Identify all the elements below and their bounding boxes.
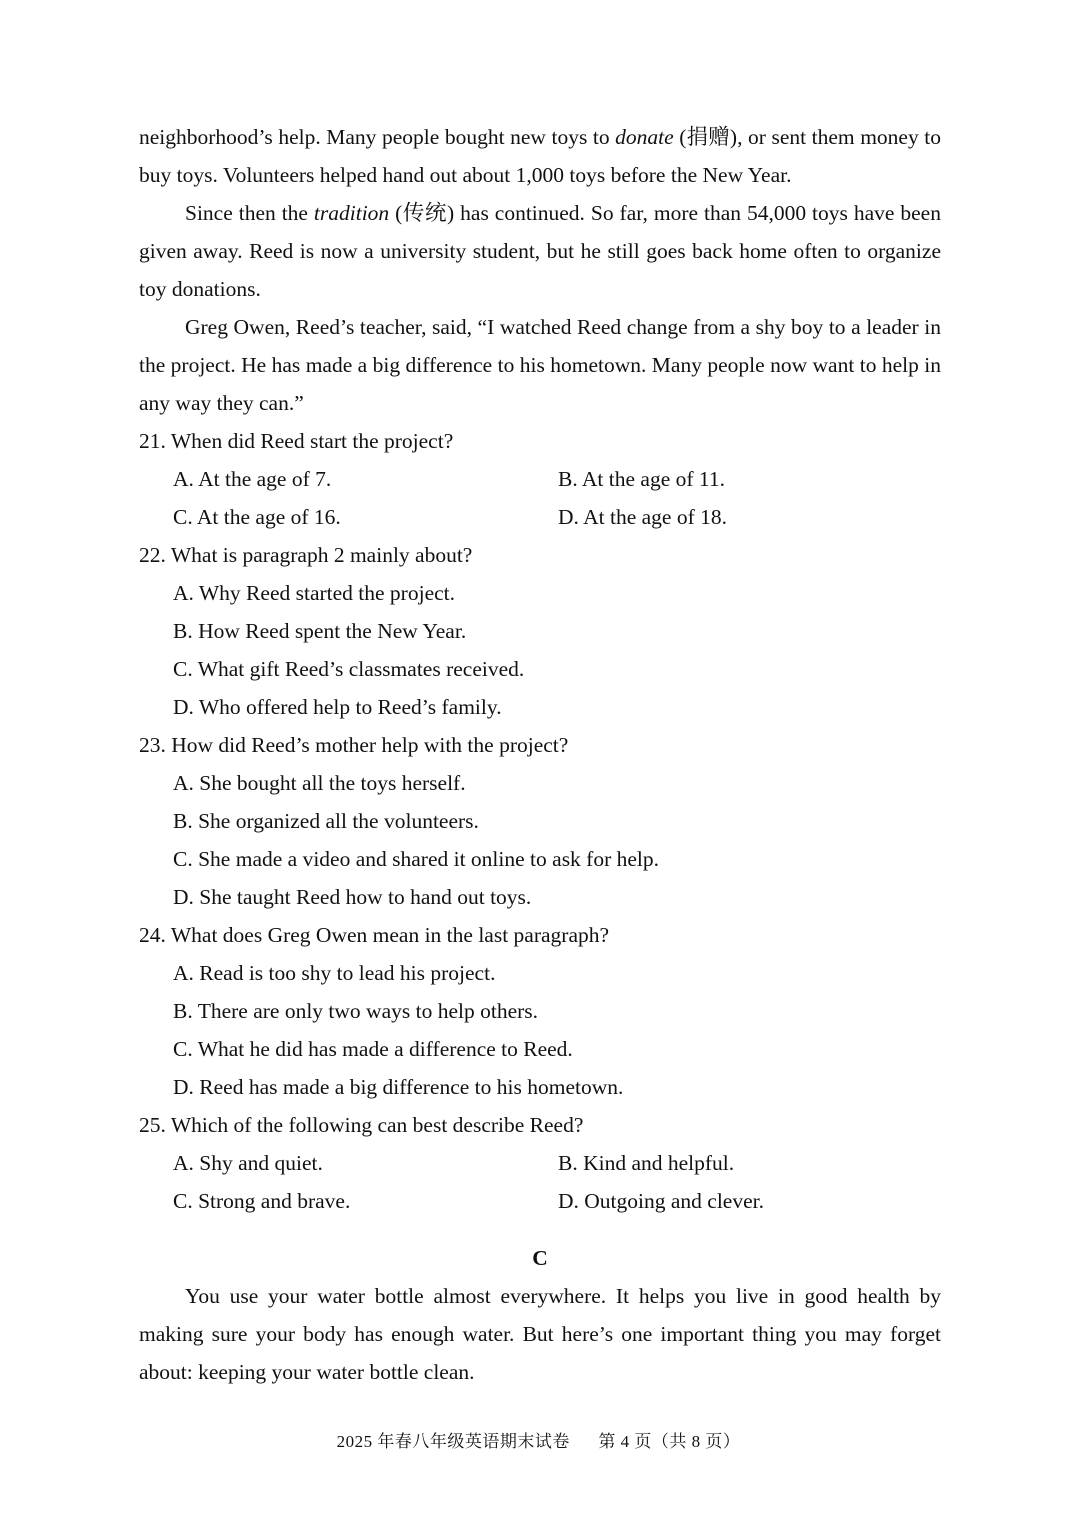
question-stem: 23. How did Reed’s mother help with the project? [139,733,569,757]
question-23 [139,726,941,916]
option-a: A. At the age of 7. [173,467,332,491]
option-b: B. She organized all the volunteers. [173,809,479,833]
option-c: C. She made a video and shared it online to ask for help. [173,847,660,871]
question-22 [139,536,941,726]
passage-b-paragraph-1: neighborhood’s help. Many people bought new toys to donate (捐赠), or sent them money to buy toys. Volunteers helped hand out about 1,000 toys before the New Year. [139,125,942,187]
option-b: B. There are only two ways to help others. [173,999,539,1023]
option-d: D. She taught Reed how to hand out toys. [173,885,532,909]
option-a: A. She bought all the toys herself. [173,771,466,795]
question-stem: 24. What does Greg Owen mean in the last paragraph? [139,923,610,947]
option-c: C. What gift Reed’s classmates received. [173,657,525,681]
page-number: 第 4 页（共 8 页） [598,1432,741,1451]
exam-title: 2025 年春八年级英语期末试卷 [336,1432,570,1451]
italic-word-tradition: tradition [313,201,390,225]
option-b: B. How Reed spent the New Year. [173,619,467,643]
question-24 [139,916,941,1106]
section-title-c: C [532,1246,548,1270]
passage-b-paragraph-3: Greg Owen, Reed’s teacher, said, “I watched Reed change from a shy boy to a leader in the project. He has made a big difference to his hometown. Many people now want to help in any way they can.” [139,315,941,415]
option-c: C. At the age of 16. [173,505,341,529]
passage-c-paragraph-1: You use your water bottle almost everywhere. It helps you live in good health by making sure your body has enough water. But here’s one important thing you may forget about: keeping your water bottle clean. [139,1284,941,1384]
exam-page [139,118,941,1391]
question-stem: 25. Which of the following can best describe Reed? [139,1113,584,1137]
passage-b-paragraph-2: Since then the tradition (传统) has continued. So far, more than 54,000 toys have been given away. Reed is now a university student, but he still goes back home often to organize toy donations. [139,201,941,301]
option-b: B. Kind and helpful. [558,1151,735,1175]
option-d: D. Reed has made a big difference to his hometown. [173,1075,624,1099]
option-c: C. Strong and brave. [173,1189,351,1213]
option-d: D. At the age of 18. [558,505,727,529]
option-a: A. Why Reed started the project. [173,581,455,605]
question-25 [139,1106,941,1220]
italic-word-donate: donate [615,125,674,149]
option-d: D. Who offered help to Reed’s family. [173,695,502,719]
option-c: C. What he did has made a difference to Reed. [173,1037,573,1061]
option-a: A. Read is too shy to lead his project. [173,961,496,985]
option-d: D. Outgoing and clever. [558,1189,764,1213]
page-footer [0,1428,1077,1456]
option-a: A. Shy and quiet. [173,1151,323,1175]
question-stem: 22. What is paragraph 2 mainly about? [139,543,473,567]
option-b: B. At the age of 11. [558,467,725,491]
question-stem: 21. When did Reed start the project? [139,429,454,453]
question-21 [139,422,941,536]
